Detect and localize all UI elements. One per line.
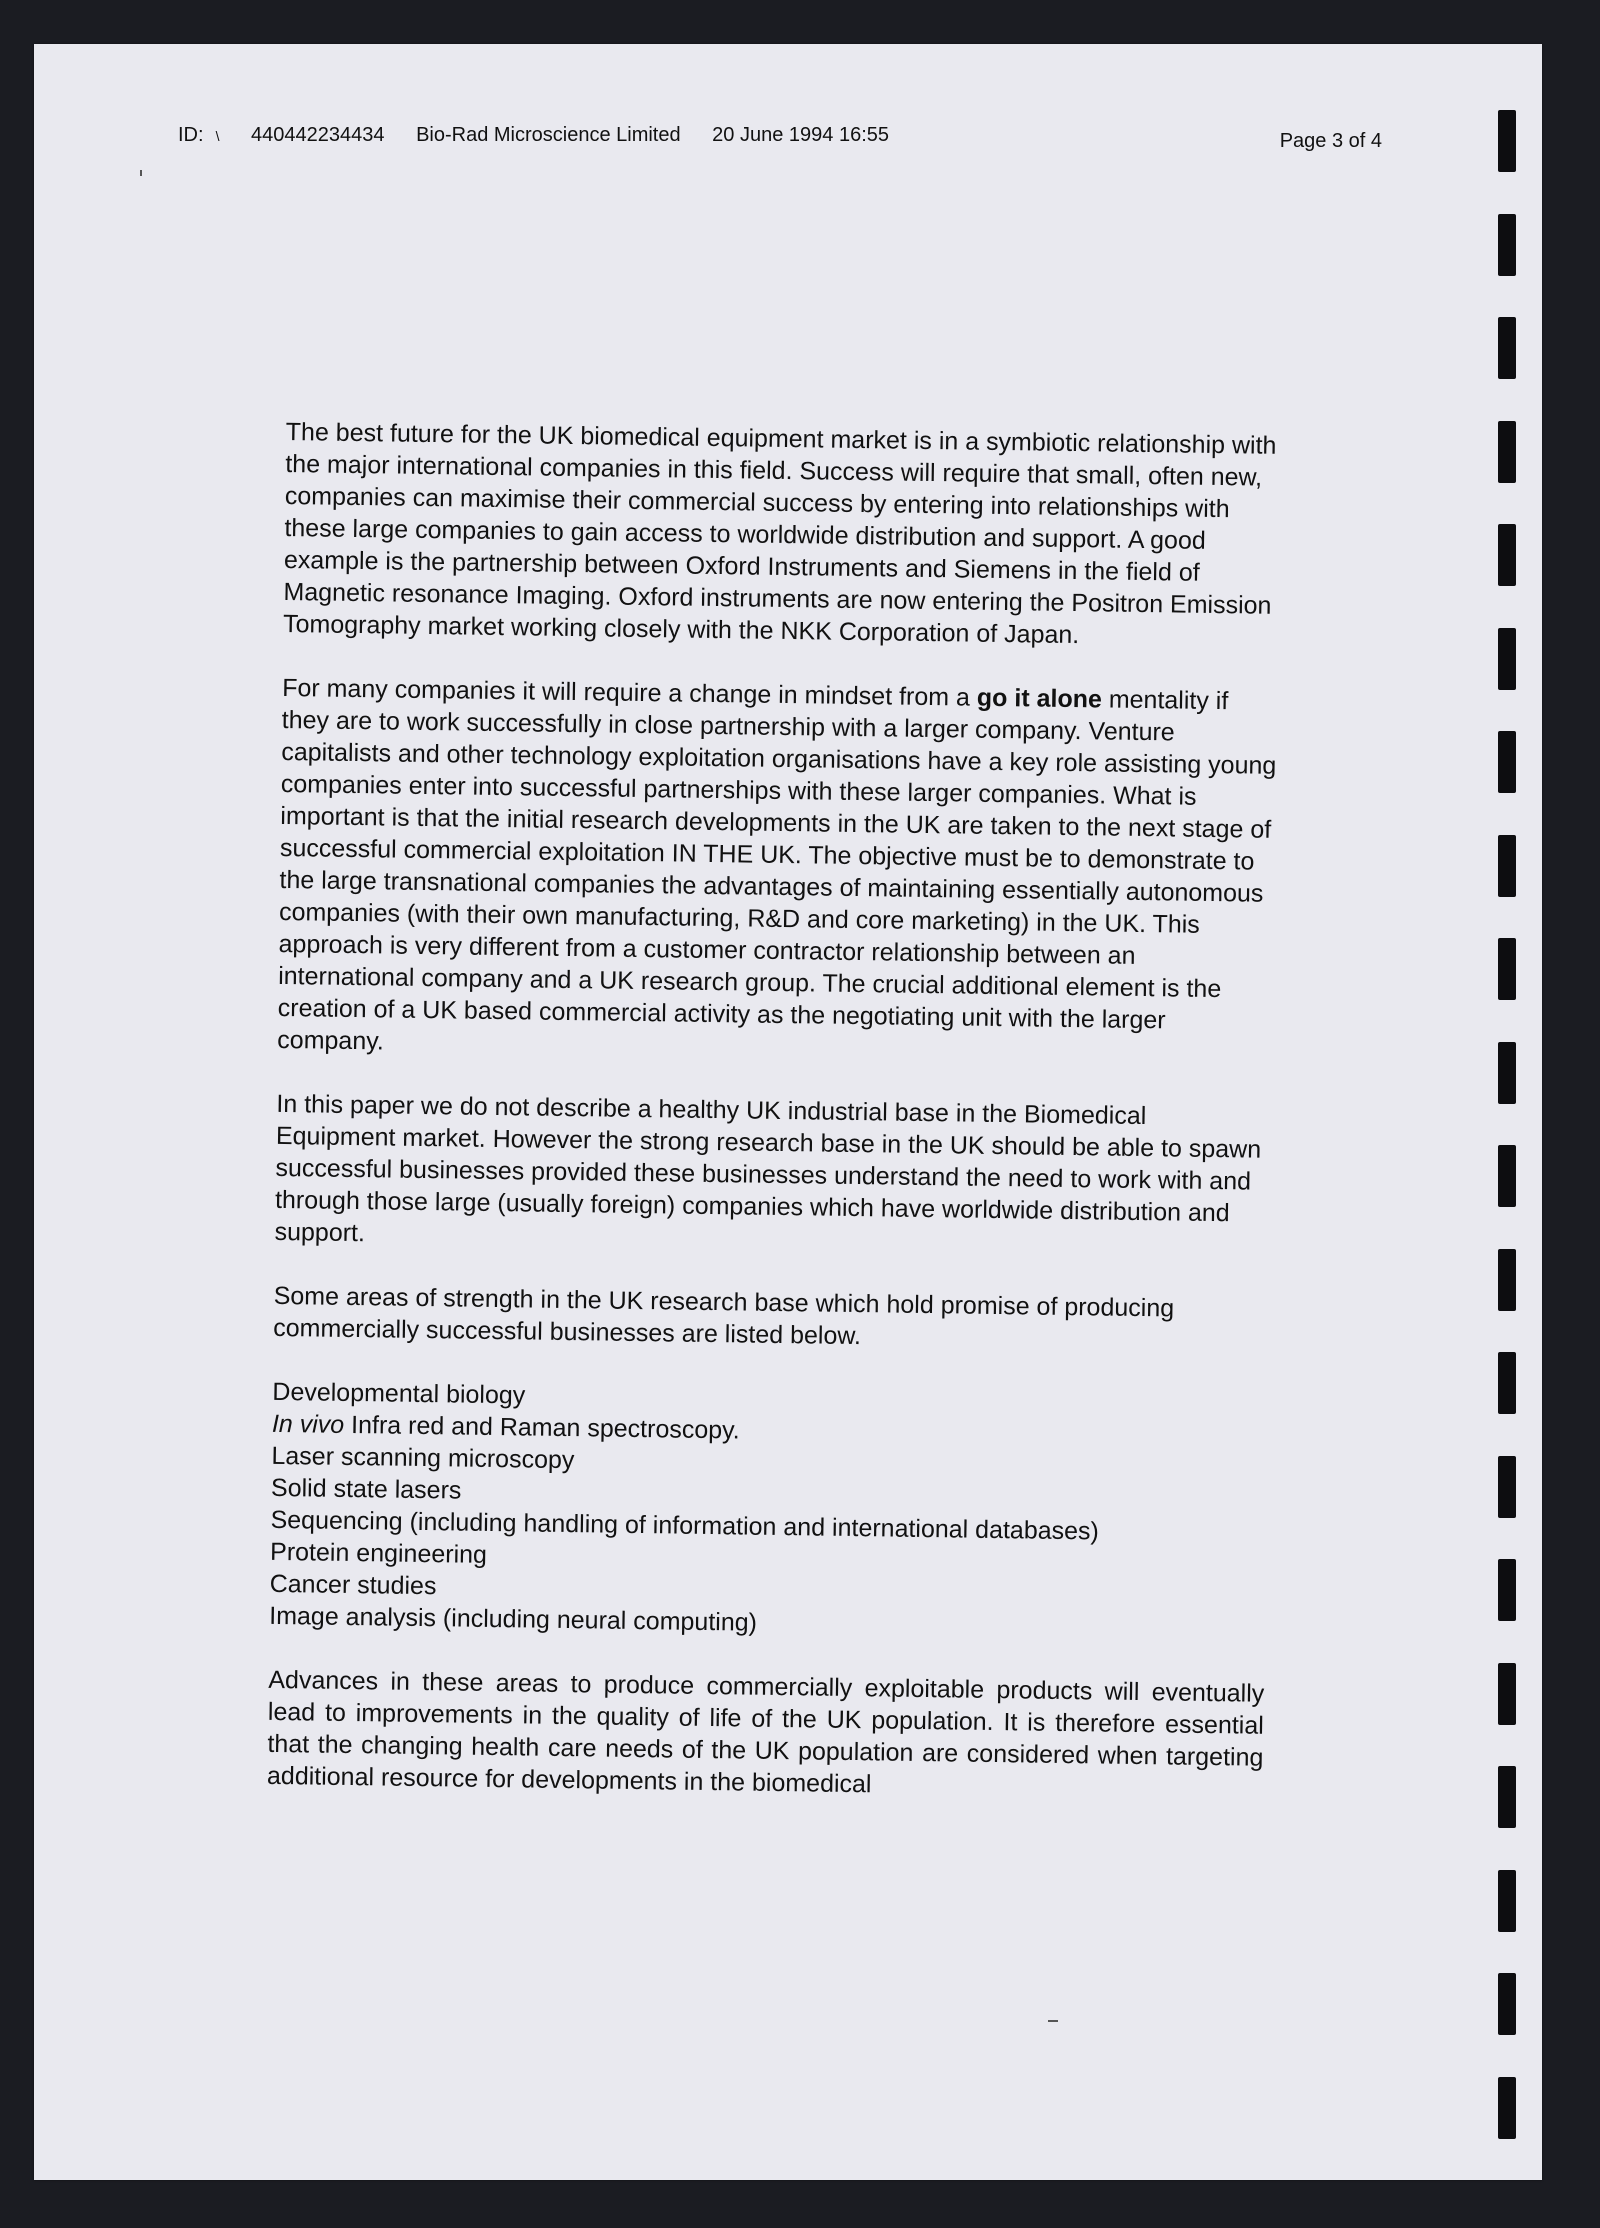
binding-hole xyxy=(1498,1145,1516,1207)
binding-hole xyxy=(1498,2077,1516,2139)
binding-hole xyxy=(1498,1663,1516,1725)
list-item: Solid state lasers xyxy=(270,1473,462,1505)
list-item: Image analysis (including neural computing) xyxy=(269,1601,758,1637)
binding-hole xyxy=(1498,1042,1516,1104)
binding-hole xyxy=(1498,1766,1516,1828)
list-item: Developmental biology xyxy=(272,1377,526,1410)
binding-hole xyxy=(1498,731,1516,793)
document-body xyxy=(266,416,1282,1838)
list-item: Protein engineering xyxy=(269,1537,488,1569)
binding-hole xyxy=(1498,628,1516,690)
binding-hole xyxy=(1498,110,1516,172)
binding-hole xyxy=(1498,1973,1516,2035)
fax-id-label: ID: \ xyxy=(178,124,220,146)
closing-paragraph: Advances in these areas to produce commercially exploitable products will eventually lead to improvements in the quality of life of the UK population. It is therefore essential that the changing health care needs of the UK population are considered when targeting additional resource for developments in the biomedical xyxy=(266,1665,1265,1799)
paragraph-4: Some areas of strength in the UK research base which hold promise of producing commercially successful businesses are listed below. xyxy=(273,1281,1175,1351)
list-item: In vivo Infra red and Raman spectroscopy. xyxy=(271,1409,740,1445)
scan-speck xyxy=(1048,2020,1058,2022)
binding-hole xyxy=(1498,421,1516,483)
sender-company: Bio-Rad Microscience Limited xyxy=(416,124,681,146)
list-item: Cancer studies xyxy=(269,1569,437,1601)
binding-hole xyxy=(1498,1456,1516,1518)
binding-hole xyxy=(1498,835,1516,897)
emphasis-go-it-alone: go it alone xyxy=(976,683,1103,714)
scan-speck xyxy=(140,170,142,176)
fax-header xyxy=(178,124,1382,152)
fax-number: 440442234434 xyxy=(251,124,385,146)
binding-hole xyxy=(1498,938,1516,1000)
binding-hole xyxy=(1498,1870,1516,1932)
page-number: Page 3 of 4 xyxy=(1279,130,1382,152)
binding-hole xyxy=(1498,1249,1516,1311)
list-item: Sequencing (including handling of information and international databases) xyxy=(270,1505,1100,1546)
fax-transmission-line xyxy=(178,124,1382,147)
binding-hole xyxy=(1498,317,1516,379)
paragraph-3: In this paper we do not describe a healthy UK industrial base in the Biomedical Equipment market. However the strong research base in the UK should be able to spawn successful businesses provided these businesses understand the need to work with and through those large (usually foreign) companies which have worldwide distribution and support. xyxy=(274,1089,1262,1248)
paragraph-2: For many companies it will require a change in mindset from a go it alone mentality if they are to work successfully in close partnership with a larger company. Venture capitalists and other technology exploitation organisations have a key role assisting young companies enter into successful partnerships with these larger companies. What is important is that the initial research developments in the UK are taken to the next stage of successful commercial exploitation IN THE UK. The objective must be to demonstrate to the large transnational companies the advantages of maintaining essentially autonomous companies (with their own manufacturing, R&D and core marketing) in the UK. This approach is very different from a customer contractor relationship between an international company and a UK research group. The crucial additional element is the creation of a UK based commercial activity as the negotiating unit with the larger company. xyxy=(277,673,1277,1056)
research-areas-list xyxy=(269,1376,1268,1646)
binding-holes xyxy=(1494,110,1534,2210)
document-page xyxy=(34,44,1542,2180)
list-item: Laser scanning microscopy xyxy=(271,1441,575,1475)
binding-hole xyxy=(1498,524,1516,586)
binding-hole xyxy=(1498,1352,1516,1414)
binding-hole xyxy=(1498,214,1516,276)
paragraph-1: The best future for the UK biomedical equipment market is in a symbiotic relationship with the major international companies in this field. Success will require that small, often new, companies can maximise their commercial success by entering into relationships with these large companies to gain access to worldwide distribution and support. A good example is the partnership between Oxford Instruments and Siemens in the field of Magnetic resonance Imaging. Oxford instruments are now entering the Positron Emission Tomography market working closely with the NKK Corporation of Japan. xyxy=(282,417,1277,650)
fax-date-time: 20 June 1994 16:55 xyxy=(712,124,889,146)
binding-hole xyxy=(1498,1559,1516,1621)
